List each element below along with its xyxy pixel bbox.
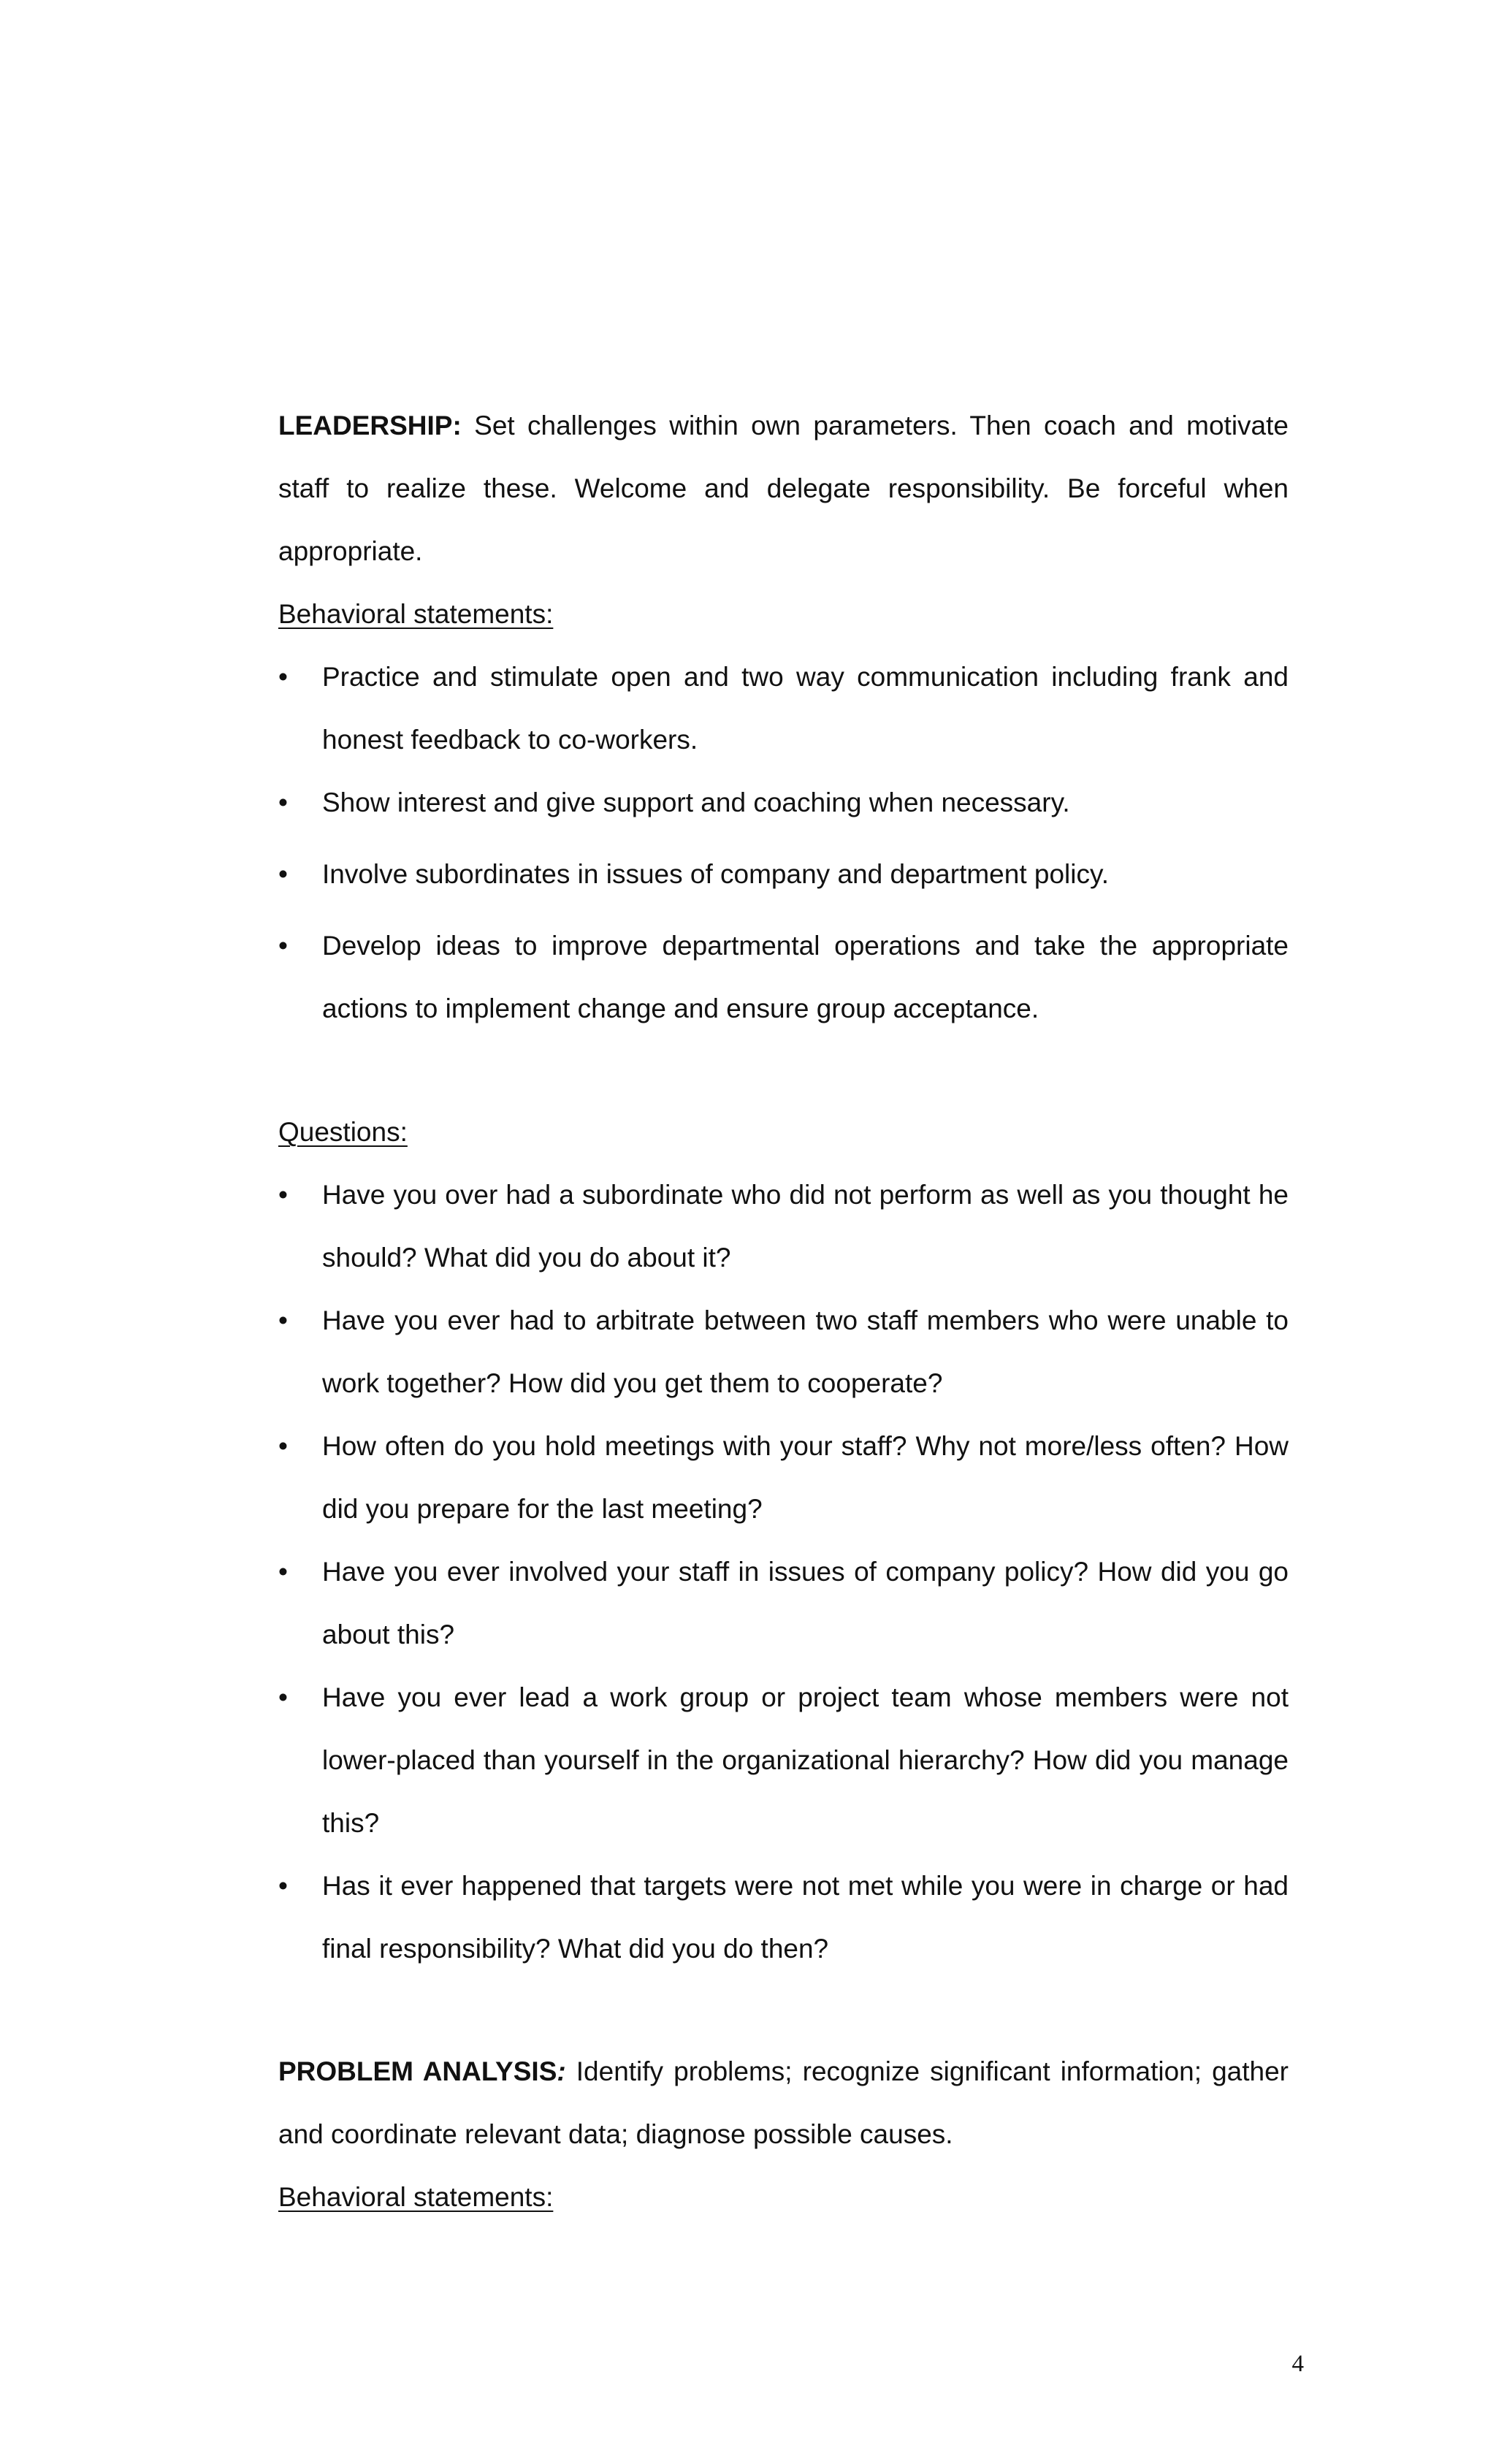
bullet-icon: • — [278, 1871, 288, 1901]
list-item — [278, 1289, 1289, 1415]
bullet-icon: • — [278, 1305, 288, 1335]
problem-analysis-behavioral-heading: Behavioral statements: — [278, 2182, 554, 2212]
list-item — [278, 1164, 1289, 1289]
list-item-text: Have you ever involved your staff in issues of company policy? How did you go about this? — [322, 1557, 1289, 1649]
list-item — [278, 1855, 1289, 1980]
section-spacer — [278, 1040, 1289, 1101]
list-item — [278, 1541, 1289, 1666]
bullet-icon: • — [278, 1557, 288, 1587]
bullet-icon: • — [278, 1180, 288, 1210]
list-item — [278, 771, 1289, 834]
list-item-text: Have you ever lead a work group or project team whose members were not lower-placed than yourself in the organizational hierarchy? How did you manage this? — [322, 1682, 1289, 1838]
list-item-text: How often do you hold meetings with your staff? Why not more/less often? How did you prepare for the last meeting? — [322, 1431, 1289, 1524]
list-item-text: Show interest and give support and coaching when necessary. — [322, 787, 1070, 817]
list-item-text: Practice and stimulate open and two way communication including frank and honest feedback to co-workers. — [322, 662, 1289, 755]
list-item — [278, 1415, 1289, 1541]
list-item-text: Have you ever had to arbitrate between two staff members who were unable to work together? How did you get them to cooperate? — [322, 1305, 1289, 1398]
section-spacer — [278, 1980, 1289, 2040]
leadership-questions-heading: Questions: — [278, 1117, 408, 1147]
list-item — [278, 915, 1289, 1040]
page-number: 4 — [1291, 2351, 1304, 2377]
list-item — [278, 646, 1289, 771]
bullet-icon: • — [278, 1431, 288, 1461]
leadership-definition: Set challenges within own parameters. Then coach and motivate staff to realize these. Welcome and delegate responsibility. Be forceful when appropriate. — [278, 411, 1289, 566]
list-item-text: Develop ideas to improve departmental operations and take the appropriate actions to implement change and ensure group acceptance. — [322, 931, 1289, 1023]
list-item-text: Have you over had a subordinate who did not perform as well as you thought he should? What did you do about it? — [322, 1180, 1289, 1273]
bullet-icon: • — [278, 859, 288, 889]
list-item-text: Involve subordinates in issues of company and department policy. — [322, 859, 1110, 889]
leadership-paragraph — [278, 394, 1289, 583]
problem-analysis-paragraph — [278, 2040, 1289, 2166]
bullet-icon: • — [278, 662, 288, 692]
bullet-icon: • — [278, 787, 288, 817]
bullet-icon: • — [278, 1682, 288, 1712]
leadership-behavioral-list — [278, 646, 1289, 1040]
page-content — [278, 394, 1289, 2229]
leadership-behavioral-heading: Behavioral statements: — [278, 599, 554, 629]
list-item — [278, 843, 1289, 906]
leadership-term: LEADERSHIP: — [278, 411, 462, 440]
list-item-text: Has it ever happened that targets were not met while you were in charge or had final responsibility? What did you do then? — [322, 1871, 1289, 1964]
bullet-icon: • — [278, 931, 288, 961]
leadership-questions-list — [278, 1164, 1289, 1980]
list-item — [278, 1666, 1289, 1855]
problem-analysis-colon: : — [557, 2056, 566, 2086]
problem-analysis-term: PROBLEM ANALYSIS — [278, 2056, 557, 2086]
problem-analysis-definition: Identify problems; recognize significant information; gather and coordinate relevant data; diagnose possible causes. — [278, 2056, 1289, 2149]
